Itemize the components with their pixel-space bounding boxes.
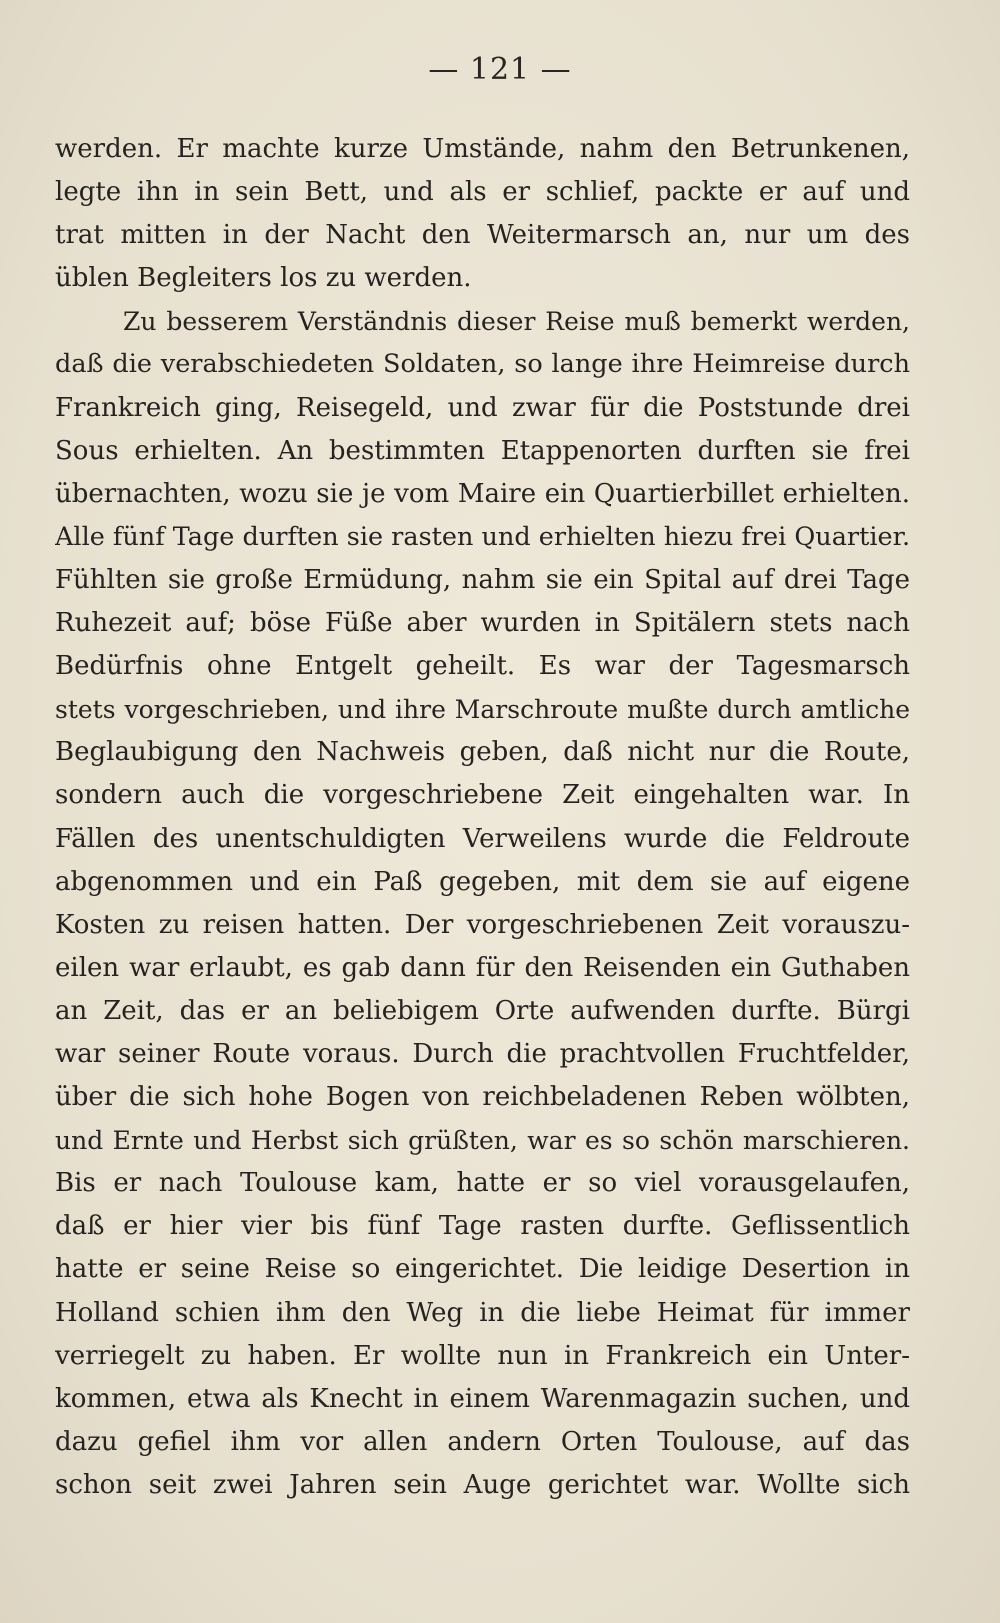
text-line: an Zeit, das er an beliebigem Orte aufwenden durfte. Bürgi (55, 995, 910, 1026)
text-line: daß er hier vier bis fünf Tage rasten durfte. Geflissentlich (55, 1211, 910, 1242)
text-line: daß die verabschiedeten Soldaten, so lange ihre Heimreise durch (55, 349, 910, 380)
text-line: Fällen des unentschuldigten Verweilens wurde die Feldroute (55, 823, 910, 854)
text-line: und Ernte und Herbst sich grüßten, war es so schön marschieren. (55, 1126, 910, 1156)
text-line: war seiner Route voraus. Durch die prachtvollen Fruchtfelder, (55, 1038, 910, 1069)
text-line: schon seit zwei Jahren sein Auge gerichtet war. Wollte sich (55, 1469, 910, 1500)
text-line: abgenommen und ein Paß gegeben, mit dem sie auf eigene (55, 866, 910, 897)
text-line: üblen Begleiters los zu werden. (55, 263, 472, 294)
text-line: Ruhezeit auf; böse Füße aber wurden in Spitälern stets nach (55, 608, 910, 639)
text-line: Frankreich ging, Reisegeld, und zwar für die Poststunde drei (55, 392, 910, 423)
text-line: hatte er seine Reise so eingerichtet. Die leidige Desertion in (55, 1254, 910, 1285)
page-number: — 121 — (428, 52, 572, 87)
text-line: Bedürfnis ohne Entgelt geheilt. Es war der Tagesmarsch (55, 651, 910, 682)
text-line: Bis er nach Toulouse kam, hatte er so viel vorausgelaufen, (55, 1168, 910, 1199)
text-line: eilen war erlaubt, es gab dann für den Reisenden ein Guthaben (55, 952, 910, 983)
text-line: Alle fünf Tage durften sie rasten und erhielten hiezu frei Quartier. (55, 521, 910, 552)
text-line: Sous erhielten. An bestimmten Etappenorten durften sie frei (55, 435, 910, 466)
text-line: Beglaubigung den Nachweis geben, daß nicht nur die Route, (55, 737, 910, 768)
text-line: stets vorgeschrieben, und ihre Marschroute mußte durch amtliche (55, 695, 910, 725)
text-line: verriegelt zu haben. Er wollte nun in Frankreich ein Unter- (55, 1340, 910, 1371)
text-line: sondern auch die vorgeschriebene Zeit eingehalten war. In (55, 780, 910, 811)
text-line: übernachten, wozu sie je vom Maire ein Quartierbillet erhielten. (55, 478, 910, 509)
text-line: kommen, etwa als Knecht in einem Warenmagazin suchen, und (55, 1383, 910, 1414)
text-line: über die sich hohe Bogen von reichbeladenen Reben wölbten, (55, 1082, 910, 1113)
text-line: Holland schien ihm den Weg in die liebe Heimat für immer (55, 1297, 910, 1328)
text-line: trat mitten in der Nacht den Weitermarsch an, nur um des (55, 220, 910, 251)
text-line: werden. Er machte kurze Umstände, nahm den Betrunkenen, (55, 134, 910, 164)
text-line: Kosten zu reisen hatten. Der vorgeschriebenen Zeit vorauszu- (55, 909, 910, 940)
text-line: legte ihn in sein Bett, und als er schlief, packte er auf und (55, 177, 910, 208)
text-line: Zu besserem Verständnis dieser Reise muß bemerkt werden, (123, 307, 910, 337)
body-text (55, 128, 910, 1507)
text-line: Fühlten sie große Ermüdung, nahm sie ein Spital auf drei Tage (55, 564, 910, 595)
text-line: dazu gefiel ihm vor allen andern Orten Toulouse, auf das (55, 1426, 910, 1457)
